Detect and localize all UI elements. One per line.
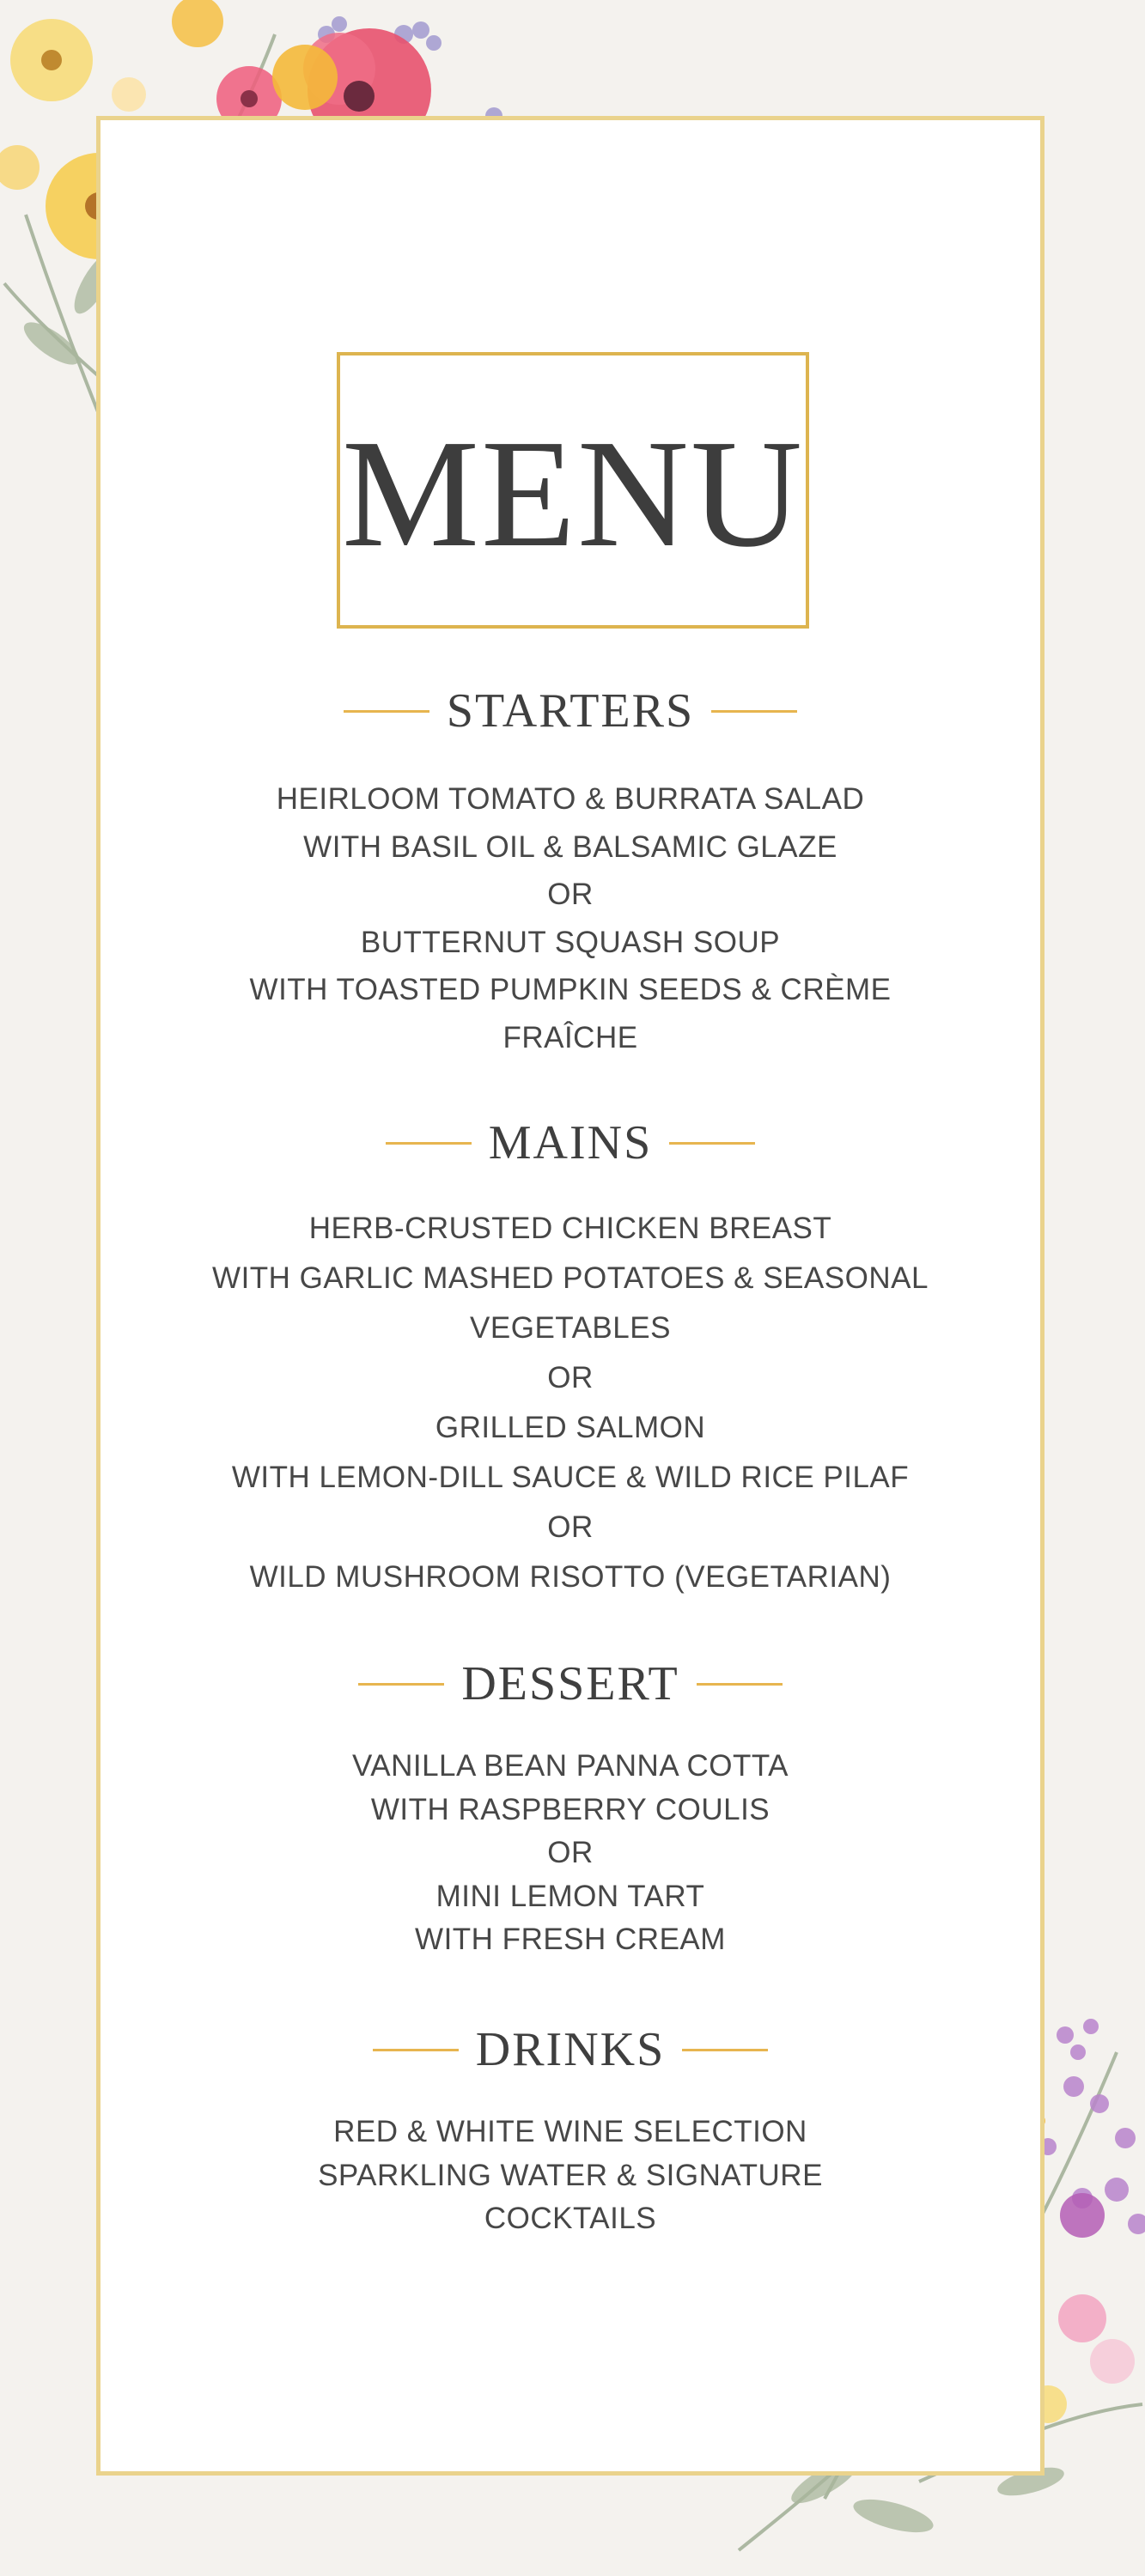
menu-title-frame	[337, 352, 809, 629]
dessert-items	[96, 1745, 1045, 1962]
menu-item: FRAÎCHE	[502, 1020, 638, 1054]
menu-item: WILD MUSHROOM RISOTTO (VEGETARIAN)	[249, 1560, 892, 1594]
section-starters	[96, 681, 1045, 1061]
menu-item: OR	[547, 878, 594, 911]
menu-item: VEGETABLES	[470, 1311, 671, 1345]
menu-item: WITH BASIL OIL & BALSAMIC GLAZE	[303, 829, 837, 864]
menu-item: BUTTERNUT SQUASH SOUP	[360, 925, 781, 959]
heading-rule-left	[358, 1683, 444, 1686]
heading-starters: STARTERS	[446, 684, 695, 738]
section-dessert	[96, 1654, 1045, 1962]
menu-item: OR	[547, 1361, 594, 1394]
menu-item: WITH GARLIC MASHED POTATOES & SEASONAL	[212, 1261, 929, 1295]
menu-item: OR	[547, 1510, 594, 1544]
heading-dessert: DESSERT	[461, 1657, 679, 1710]
drinks-items	[96, 2111, 1045, 2241]
menu-item: MINI LEMON TART	[435, 1879, 705, 1913]
menu-item: WITH FRESH CREAM	[415, 1923, 726, 1956]
menu-title: MENU	[342, 408, 804, 579]
starters-items	[96, 775, 1045, 1061]
heading-rule-left	[344, 710, 429, 713]
section-heading	[96, 681, 1045, 741]
menu-item: OR	[547, 1836, 594, 1869]
section-mains	[96, 1113, 1045, 1602]
menu-item: SPARKLING WATER & SIGNATURE	[318, 2158, 823, 2192]
menu-item: HEIRLOOM TOMATO & BURRATA SALAD	[276, 782, 865, 816]
heading-rule-right	[711, 710, 797, 713]
heading-rule-right	[697, 1683, 783, 1686]
menu-item: WITH RASPBERRY COULIS	[370, 1792, 770, 1826]
menu-item: GRILLED SALMON	[435, 1411, 706, 1444]
section-heading	[96, 2020, 1045, 2080]
heading-rule-left	[373, 2049, 459, 2051]
menu-item: RED & WHITE WINE SELECTION	[333, 2115, 807, 2148]
section-heading	[96, 1654, 1045, 1714]
menu-item: WITH LEMON-DILL SAUCE & WILD RICE PILAF	[231, 1461, 910, 1494]
mains-items	[96, 1204, 1045, 1602]
heading-drinks: DRINKS	[475, 2023, 666, 2076]
heading-rule-right	[669, 1142, 755, 1145]
heading-rule-right	[682, 2049, 768, 2051]
section-drinks	[96, 2020, 1045, 2241]
menu-item: WITH TOASTED PUMPKIN SEEDS & CRÈME	[249, 973, 892, 1006]
menu-item: VANILLA BEAN PANNA COTTA	[352, 1749, 789, 1783]
section-heading	[96, 1113, 1045, 1173]
menu-item: COCKTAILS	[484, 2202, 657, 2235]
heading-rule-left	[386, 1142, 472, 1145]
heading-mains: MAINS	[488, 1116, 653, 1170]
menu-item: HERB-CRUSTED CHICKEN BREAST	[308, 1212, 832, 1245]
